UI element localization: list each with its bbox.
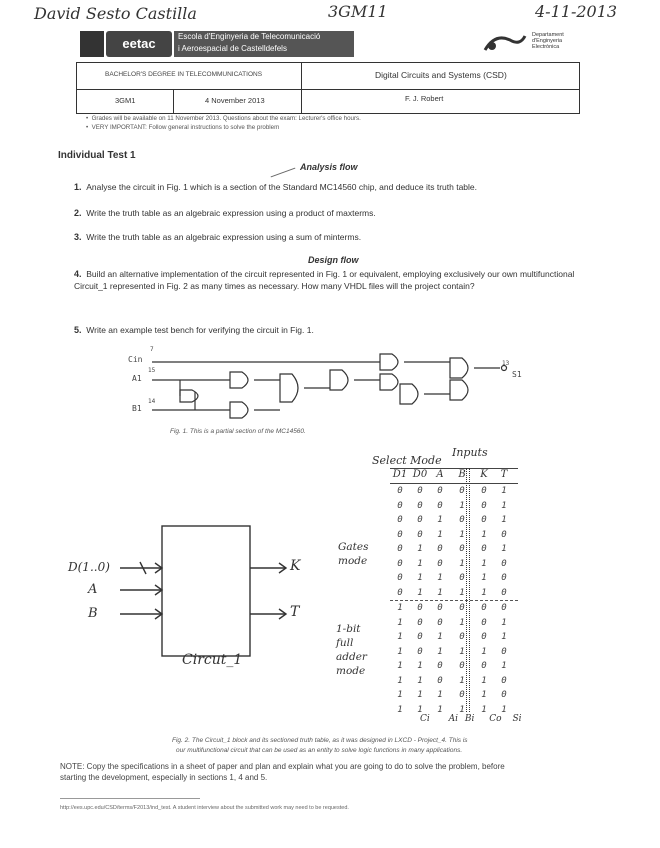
tt-cell: 0 — [501, 529, 507, 540]
tt-cell: 1 — [397, 661, 403, 671]
tt-col-header: D0 — [412, 469, 428, 480]
group-cell: 3GM1 — [115, 96, 136, 105]
question-3-number: 3. — [74, 232, 82, 242]
tt-cell: 0 — [501, 675, 507, 686]
tt-cell: 1 — [437, 573, 443, 583]
tt-cell: 1 — [459, 704, 465, 715]
tt-cell: 0 — [437, 486, 443, 496]
tt-cell: 0 — [501, 690, 507, 700]
tt-cell: 0 — [481, 661, 487, 671]
tt-cell: 1 — [501, 632, 507, 642]
tt-cell: 0 — [437, 603, 443, 613]
fig1-pin-13: 13 — [502, 360, 510, 367]
analysis-flow-heading: Analysis flow — [300, 162, 358, 172]
tt-cell: 0 — [417, 500, 423, 511]
final-note-line-2: starting the development, especially in sections 1, 4 and 5. — [60, 773, 268, 782]
tt-cell: 0 — [459, 603, 465, 613]
tt-cell: 1 — [397, 632, 403, 642]
tt-cell: 0 — [481, 486, 487, 496]
fig2-caption-line-2: our multifunctional circuit that can be used as an entity to solve logic functions in many applications. — [176, 747, 463, 754]
dept-text — [532, 32, 564, 50]
tt-cell: 1 — [481, 587, 487, 598]
footnote: http://ees.upc.edu/CSD/terms/F2013/ind_test. A student interview about the submitted work may need to be requested. — [60, 805, 349, 811]
tt-label-ci: Ci — [420, 714, 430, 724]
tt-label-ai: Ai — [448, 714, 459, 724]
fig2-caption-line-1: Fig. 2. The Circuit_1 block and its sectioned truth table, as it was designed in LXCD - Project_4. This is — [172, 737, 468, 744]
tt-header-select: Select Mode — [372, 454, 442, 467]
fig1-input-b1: B1 — [132, 404, 142, 413]
tt-label-co: Co — [489, 714, 502, 724]
tt-cell: 1 — [417, 675, 423, 686]
tt-cell: 0 — [417, 632, 423, 642]
tt-header-row — [390, 469, 518, 483]
school-line-2: i Aeroespacial de Castelldefels — [178, 44, 287, 53]
fig1-output-s1: S1 — [512, 370, 522, 379]
design-flow-heading: Design flow — [308, 255, 359, 265]
tt-label-si: Si — [512, 714, 522, 724]
tt-row — [390, 645, 518, 660]
tt-cell: 0 — [459, 486, 465, 496]
fig2-output-k: K — [290, 558, 301, 574]
degree-cell: BACHELOR'S DEGREE IN TELECOMMUNICATIONS — [105, 71, 263, 78]
fig1-pin-7: 7 — [150, 346, 154, 353]
tt-cell: 1 — [501, 500, 507, 511]
tt-cell: 1 — [397, 690, 403, 700]
tt-cell: 1 — [417, 587, 423, 598]
tt-cell: 0 — [501, 558, 507, 569]
fig2-input-b: B — [88, 606, 98, 621]
tt-cell: 1 — [481, 646, 487, 657]
fig2-block-label: Circut_1 — [182, 652, 243, 668]
header-table — [76, 62, 580, 114]
tt-cell: 1 — [397, 646, 403, 657]
school-banner — [174, 31, 354, 57]
tt-row — [390, 484, 518, 499]
fig2-input-a: A — [88, 582, 98, 597]
tt-cell: 1 — [417, 558, 423, 569]
final-note-line-1: NOTE: Copy the specifications in a sheet of paper and plan and explain what you are going to do to solve the problem, before — [60, 762, 505, 771]
fig1-input-a1: A1 — [132, 374, 142, 383]
tt-cell: 1 — [417, 544, 423, 554]
school-line-1: Escola d'Enginyeria de Telecomunicació — [178, 32, 321, 41]
tt-mode-gates: Gates mode — [338, 541, 369, 567]
question-4-text: Build an alternative implementation of the circuit represented in Fig. 1 or equivalent, employing exclusively our own multifunctional Circuit_1 represented in Fig. 2 as many times as necessary. How many VHDL files will the project contain? — [74, 269, 575, 291]
tt-row — [390, 571, 518, 586]
tt-cell: 0 — [437, 500, 443, 511]
dept-line-2: d'Enginyeria — [532, 38, 563, 44]
tt-cell: 1 — [397, 704, 403, 715]
tt-cell: 1 — [437, 515, 443, 525]
tt-cell: 1 — [397, 675, 403, 686]
tt-cell: 0 — [459, 661, 465, 671]
tt-cell: 0 — [501, 603, 507, 613]
notes — [86, 114, 361, 132]
tt-cell: 0 — [501, 573, 507, 583]
tt-cell: 1 — [459, 500, 465, 511]
tt-col-header: B — [458, 469, 466, 480]
tt-cell: 1 — [501, 617, 507, 628]
final-note — [60, 761, 620, 783]
fig1-circuit — [120, 340, 540, 432]
dept-line-1: Departament — [532, 32, 564, 38]
date-cell: 4 November 2013 — [205, 96, 265, 105]
tt-cell: 0 — [481, 500, 487, 511]
tt-cell: 1 — [459, 587, 465, 598]
tt-cell: 1 — [481, 690, 487, 700]
analysis-flow-arrow — [271, 168, 296, 178]
question-1-number: 1. — [74, 182, 82, 192]
test-title: Individual Test 1 — [58, 150, 136, 161]
tt-col-header: A — [436, 469, 444, 480]
tt-cell: 0 — [501, 587, 507, 598]
tt-cell: 0 — [481, 515, 487, 525]
tt-cell: 1 — [437, 632, 443, 642]
student-group: 3GM11 — [328, 2, 388, 21]
tt-row — [390, 557, 518, 572]
tt-row — [390, 513, 518, 528]
tt-cell: 0 — [459, 515, 465, 525]
tt-cell: 1 — [417, 661, 423, 671]
tt-cell: 1 — [459, 646, 465, 657]
tt-cell: 1 — [501, 704, 507, 715]
tt-cell: 0 — [397, 529, 403, 540]
tt-label-bi: Bi — [464, 714, 475, 724]
tt-cell: 0 — [437, 544, 443, 554]
tt-cell: 1 — [459, 617, 465, 628]
tt-cell: 1 — [437, 646, 443, 657]
question-4 — [74, 268, 594, 292]
tt-row — [390, 499, 518, 514]
tt-cell: 0 — [397, 544, 403, 554]
tt-cell: 0 — [459, 690, 465, 700]
tt-cell: 0 — [417, 515, 423, 525]
truth-table — [390, 468, 518, 717]
question-2-number: 2. — [74, 208, 82, 218]
tt-header-inputs: Inputs — [452, 446, 488, 459]
tt-mode-adder: 1-bit full adder mode — [336, 623, 367, 677]
tt-col-header: K — [480, 469, 488, 480]
tt-cell: 1 — [501, 544, 507, 554]
question-2-text: Write the truth table as an algebraic expression using a product of maxterms. — [86, 208, 376, 218]
tt-cell: 0 — [397, 587, 403, 598]
tt-cell: 1 — [437, 704, 443, 715]
fig1-caption: Fig. 1. This is a partial section of the MC14560. — [170, 428, 306, 435]
dept-line-3: Electrònica — [532, 44, 560, 50]
tt-cell: 0 — [417, 617, 423, 628]
tt-cell: 1 — [437, 587, 443, 598]
question-5 — [74, 324, 604, 336]
tt-cell: 0 — [397, 486, 403, 496]
tt-cell: 0 — [459, 573, 465, 583]
course-cell: Digital Circuits and Systems (CSD) — [375, 70, 507, 80]
tt-row — [390, 630, 518, 645]
tt-row — [390, 674, 518, 689]
question-1 — [74, 181, 604, 193]
tt-cell: 0 — [437, 661, 443, 671]
upc-logo — [80, 31, 104, 57]
tt-cell: 1 — [459, 558, 465, 569]
note-2: • VERY IMPORTANT: Follow general instructions to solve the problem — [86, 124, 280, 131]
dept-logo-icon — [480, 28, 530, 58]
tt-bottom-labels — [420, 714, 522, 724]
note-1: • Grades will be available on 11 November 2013. Questions about the exam: Lecturer's office hours. — [86, 115, 361, 122]
fig1-pin-14: 14 — [148, 398, 156, 405]
tt-cell: 1 — [417, 690, 423, 700]
tt-col-header: D1 — [392, 469, 408, 480]
tt-body — [390, 483, 518, 717]
tt-cell: 0 — [501, 646, 507, 657]
tt-cell: 0 — [437, 675, 443, 686]
tt-cell: 0 — [397, 515, 403, 525]
eetac-logo: eetac — [106, 31, 172, 57]
tt-cell: 1 — [417, 704, 423, 715]
tt-row — [390, 688, 518, 703]
author-cell: F. J. Robert — [405, 94, 444, 103]
tt-cell: 1 — [459, 529, 465, 540]
tt-row — [390, 659, 518, 674]
tt-cell: 0 — [481, 617, 487, 628]
question-1-text: Analyse the circuit in Fig. 1 which is a section of the Standard MC14560 chip, and deduce its truth table. — [86, 182, 477, 192]
fig2-input-d: D(1..0) — [68, 560, 110, 574]
tt-divider-ab — [466, 468, 470, 712]
tt-cell: 0 — [397, 558, 403, 569]
tt-cell: 1 — [437, 529, 443, 540]
tt-cell: 0 — [417, 529, 423, 540]
tt-cell: 1 — [481, 558, 487, 569]
tt-cell: 1 — [459, 675, 465, 686]
tt-col-header: T — [500, 469, 508, 480]
tt-row — [390, 586, 518, 601]
tt-cell: 1 — [481, 529, 487, 540]
tt-cell: 1 — [417, 573, 423, 583]
tt-cell: 0 — [397, 573, 403, 583]
tt-cell: 1 — [501, 515, 507, 525]
tt-cell: 0 — [437, 617, 443, 628]
tt-cell: 0 — [459, 544, 465, 554]
tt-cell: 1 — [437, 690, 443, 700]
fig2-caption — [172, 736, 572, 756]
student-name: David Sesto Castilla — [34, 4, 197, 23]
question-2 — [74, 207, 604, 219]
question-3 — [74, 231, 604, 243]
tt-cell: 1 — [481, 675, 487, 686]
fig2-output-t: T — [290, 604, 300, 620]
fig1-input-cin: Cin — [128, 355, 143, 364]
tt-cell: 0 — [417, 603, 423, 613]
tt-row — [390, 542, 518, 557]
tt-cell: 0 — [437, 558, 443, 569]
tt-cell: 0 — [417, 486, 423, 496]
fig1-pin-15: 15 — [148, 367, 156, 374]
question-5-number: 5. — [74, 325, 82, 335]
tt-cell: 1 — [481, 704, 487, 715]
tt-cell: 0 — [481, 544, 487, 554]
tt-row — [390, 616, 518, 631]
question-5-text: Write an example test bench for verifying the circuit in Fig. 1. — [86, 325, 314, 335]
tt-cell: 0 — [481, 603, 487, 613]
tt-row — [390, 600, 518, 616]
tt-cell: 0 — [397, 500, 403, 511]
tt-cell: 1 — [501, 661, 507, 671]
question-4-number: 4. — [74, 269, 82, 279]
exam-date-handwritten: 4-11-2013 — [535, 2, 618, 21]
footnote-rule — [60, 798, 200, 799]
tt-cell: 0 — [417, 646, 423, 657]
tt-cell: 0 — [459, 632, 465, 642]
question-3-text: Write the truth table as an algebraic expression using a sum of minterms. — [86, 232, 362, 242]
tt-cell: 1 — [397, 617, 403, 628]
tt-cell: 1 — [501, 486, 507, 496]
tt-cell: 0 — [481, 632, 487, 642]
tt-cell: 1 — [481, 573, 487, 583]
tt-cell: 1 — [397, 603, 403, 613]
tt-row — [390, 528, 518, 543]
